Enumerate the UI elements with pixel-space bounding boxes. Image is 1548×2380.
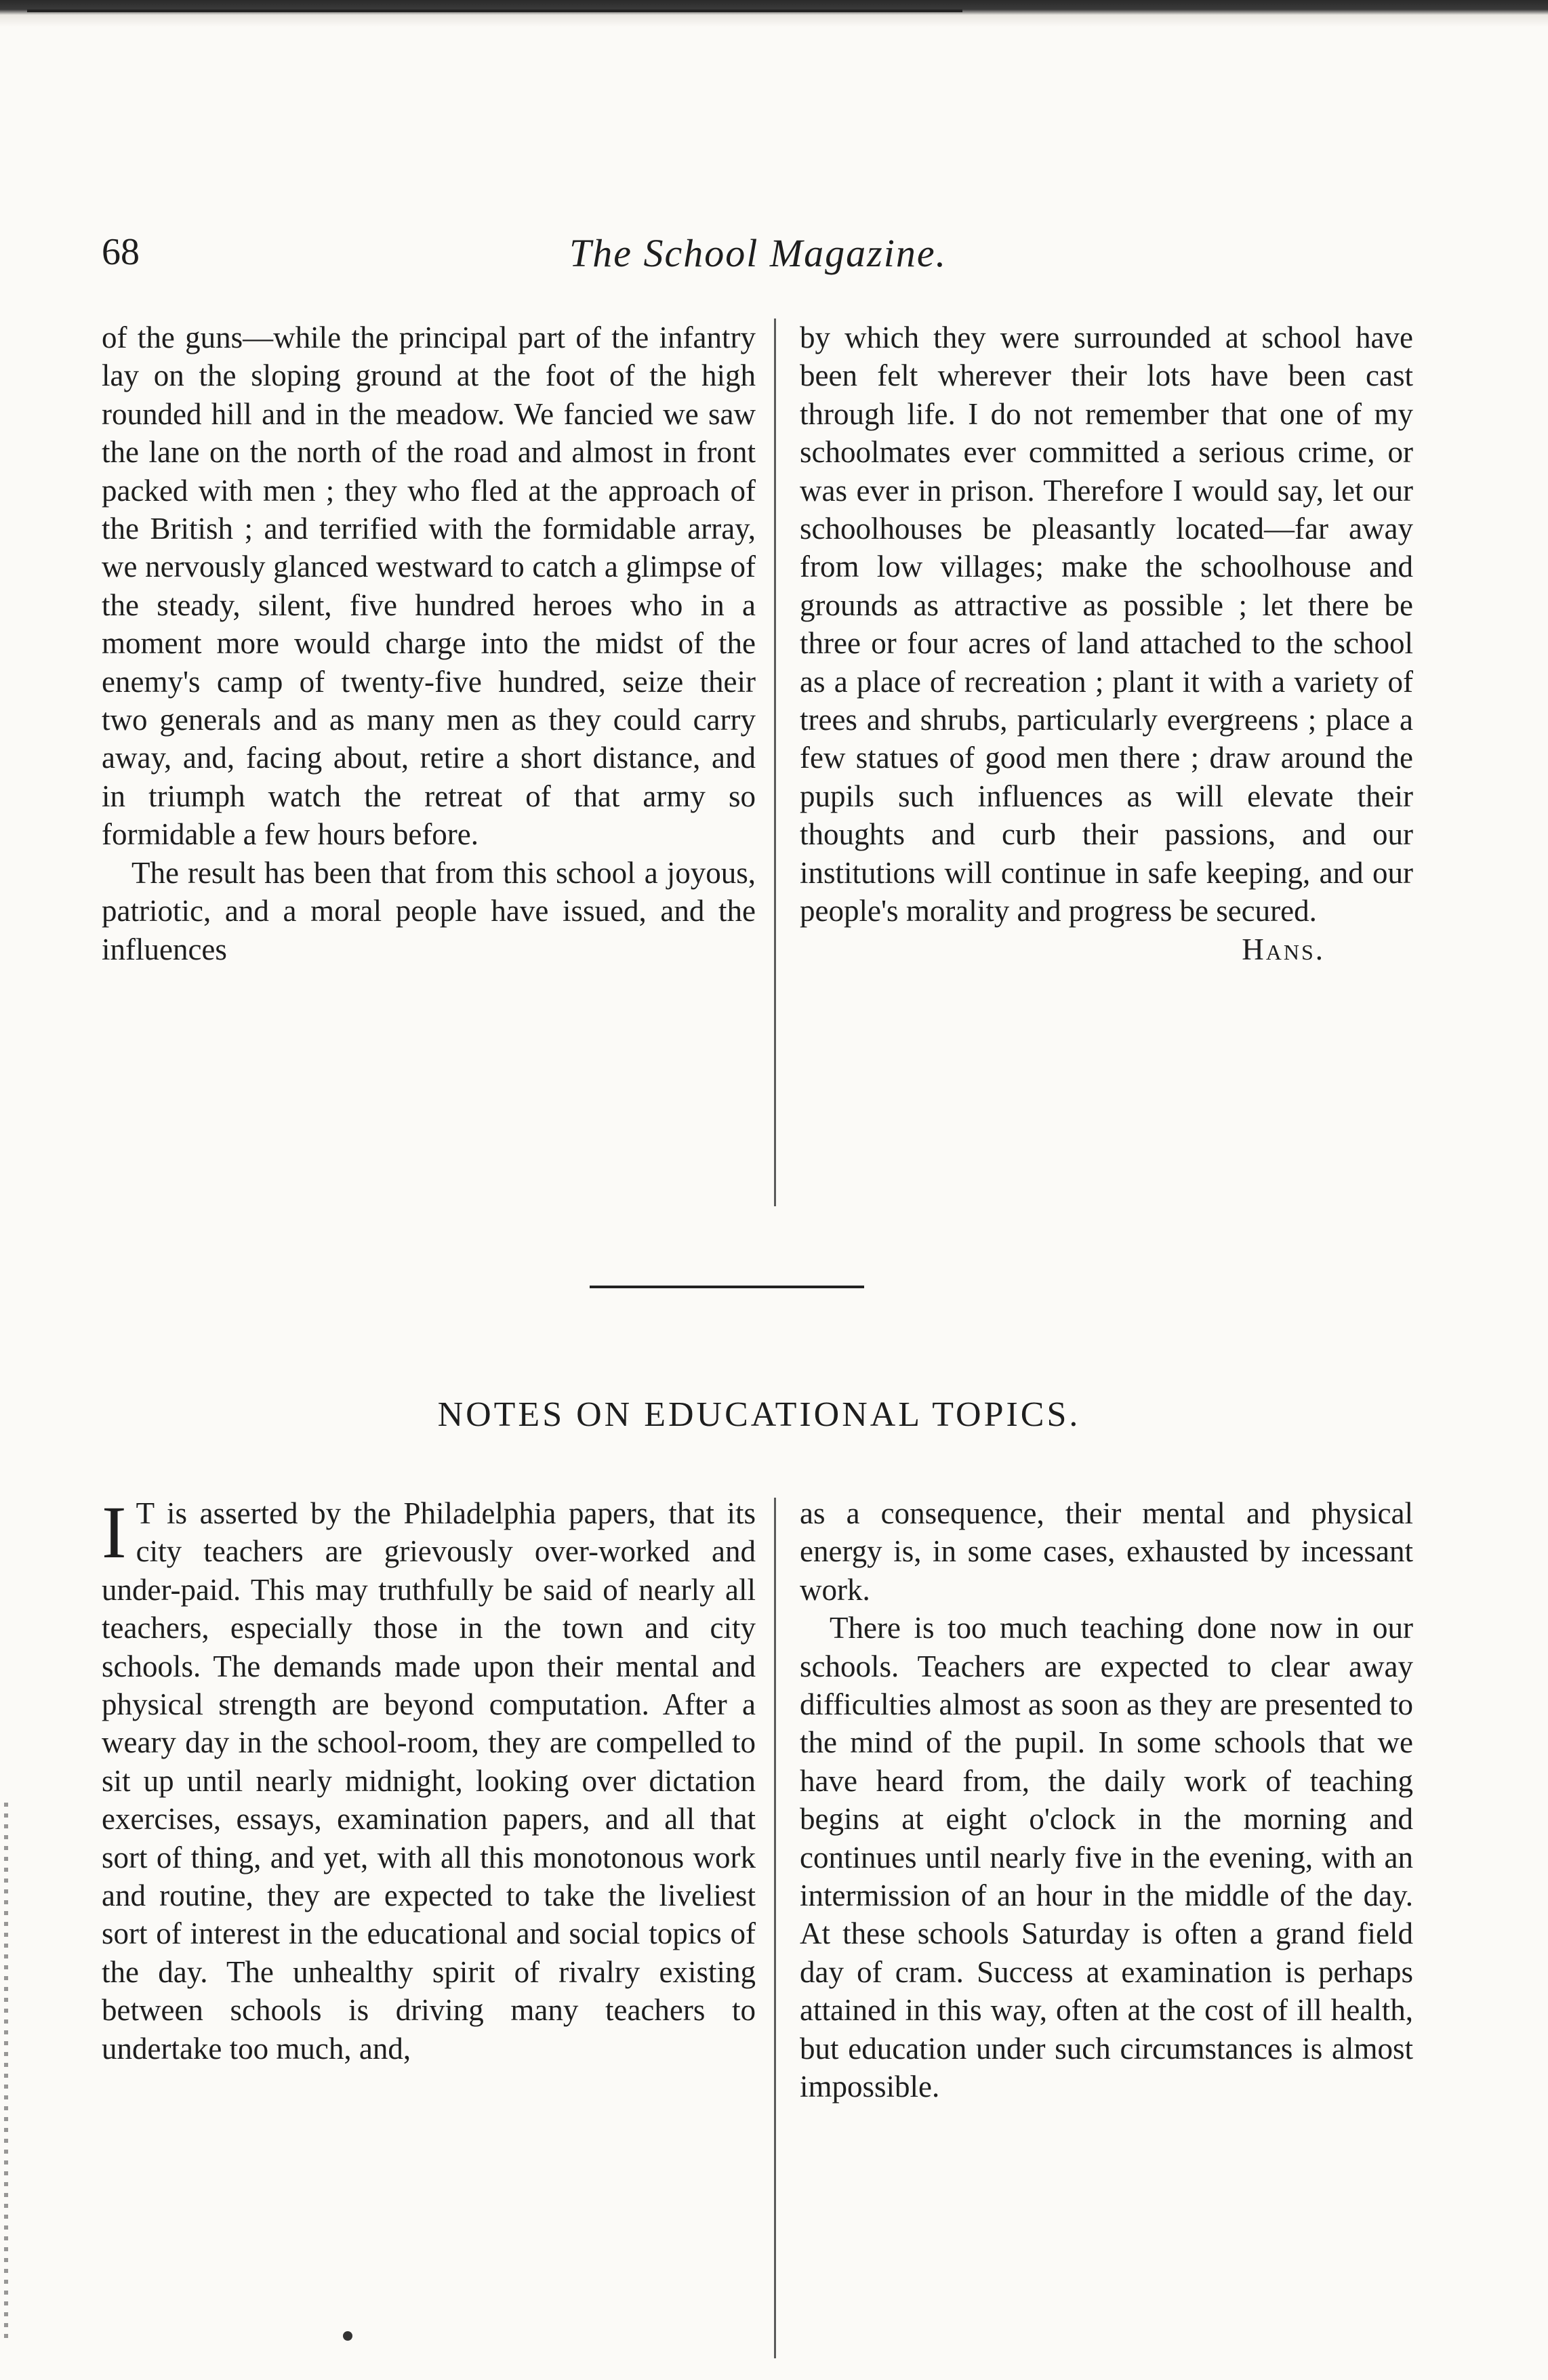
article2-right-column	[800, 1494, 1413, 2106]
ink-dot	[343, 2331, 352, 2341]
signature: Hans.	[1242, 932, 1325, 966]
article2-right-paragraph-1: as a consequence, their mental and physical energy is, in some cases, exhausted by incessant work.	[800, 1496, 1413, 1607]
article2-left-column	[102, 1491, 756, 2068]
section-divider	[590, 1286, 864, 1288]
page-number: 68	[102, 231, 140, 273]
article1-left-column	[102, 319, 756, 968]
running-title: The School Magazine.	[569, 231, 948, 275]
article1-right-column	[800, 319, 1413, 968]
article2-left-paragraph: T is asserted by the Philadelphia papers, that its city teachers are grievously over-worked and under-paid. This may truthfully be said of nearly all teachers, especially those in the town and city schools. The demands made upon their mental and physical strength are beyond computation. After a weary day in the school-room, they are compelled to sit up until nearly midnight, looking over dictation exercises, essays, examination papers, and all that sort of thing, and yet, with all this monotonous work and routine, they are expected to take the liveliest sort of interest in the educational and social topics of the day. The unhealthy spirit of rivalry existing between schools is driving many teachers to undertake too much, and,	[102, 1496, 756, 2066]
page-header	[102, 230, 1417, 291]
scan-top-edge	[0, 0, 1548, 27]
section-heading: NOTES ON EDUCATIONAL TOPICS.	[437, 1395, 1081, 1434]
top-rule	[27, 9, 962, 12]
article1-right-paragraph: by which they were surrounded at school have been felt wherever their lots have been cast through life. I do not remember that one of my schoolmates ever committed a serious crime, or was ever in prison. Therefore I would say, let our schoolhouses be pleasantly located—far away from low villages; make the schoolhouse and grounds as attractive as possible ; let there be three or four acres of land attached to the school as a place of recreation ; plant it with a variety of trees and shrubs, particularly evergreens ; place a few statues of good men there ; draw around the pupils such influences as will elevate their thoughts and curb their passions, and our institutions will continue in safe keeping, and our people's morality and progress be secured.	[800, 321, 1413, 928]
column-divider	[774, 319, 776, 1206]
binding-edge	[4, 1803, 8, 2345]
column-divider-2	[774, 1498, 776, 2358]
drop-cap: I	[102, 1491, 127, 1574]
article2-right-paragraph-2: There is too much teaching done now in our schools. Teachers are expected to clear away difficulties almost as soon as they are presented to the mind of the pupil. In some schools that we have heard from, the daily work of teaching begins at eight o'clock in the morning and continues until nearly five in the evening, with an intermission of an hour in the middle of the day. At these schools Saturday is often a grand field day of cram. Success at examination is perhaps attained in this way, often at the cost of ill health, but education under such circumstances is almost impossible.	[800, 1611, 1413, 2104]
article1-left-paragraph-1: of the guns—while the principal part of the infantry lay on the sloping ground at the foot of the high rounded hill and in the meadow. We fancied we saw the lane on the north of the road and almost in front packed with men ; they who fled at the approach of the British ; and terrified with the formidable array, we nervously glanced westward to catch a glimpse of the steady, silent, five hundred heroes who in a moment more would charge into the midst of the enemy's camp of twenty-five hundred, seize their two generals and as many men as they could carry away, and, facing about, retire a short distance, and in triumph watch the retreat of that army so formidable a few hours before.	[102, 321, 756, 852]
article1-left-paragraph-2: The result has been that from this school a joyous, patriotic, and a moral people have issued, and the influences	[102, 855, 756, 966]
